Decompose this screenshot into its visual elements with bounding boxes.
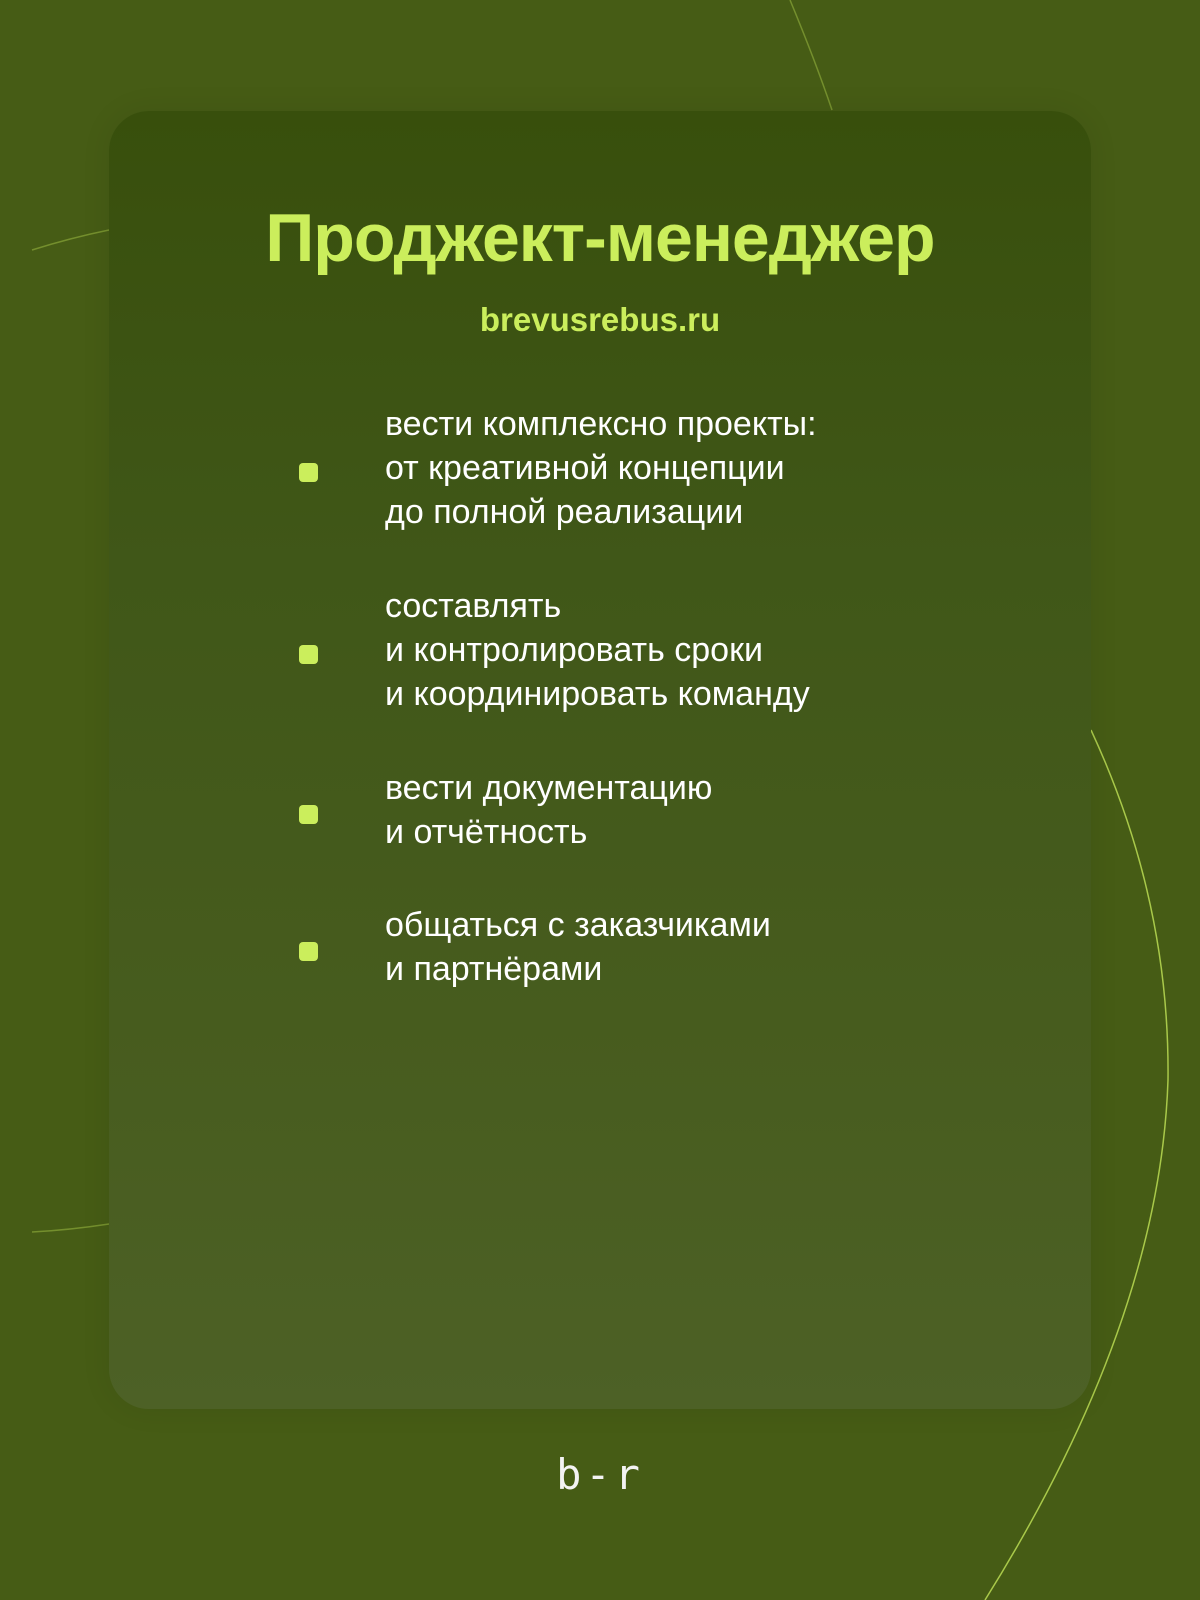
square-bullet-icon	[299, 645, 318, 664]
list-item-text: общаться с заказчиками и партнёрами	[385, 906, 771, 988]
square-bullet-icon	[299, 805, 318, 824]
site-link: brevusrebus.ru	[479, 301, 721, 338]
page-title: Проджект-менеджер	[265, 200, 935, 276]
brand-logo: b-r	[556, 1450, 644, 1499]
list-item-text: вести документацию и отчётность	[385, 769, 713, 851]
duties-list	[109, 111, 1091, 1409]
square-bullet-icon	[299, 463, 318, 482]
list-item-text: вести комплексно проекты: от креативной концепции до полной реализации	[385, 405, 817, 531]
list-item-text: составлять и контролировать сроки и координировать команду	[385, 587, 810, 713]
content-card	[109, 111, 1091, 1409]
square-bullet-icon	[299, 942, 318, 961]
